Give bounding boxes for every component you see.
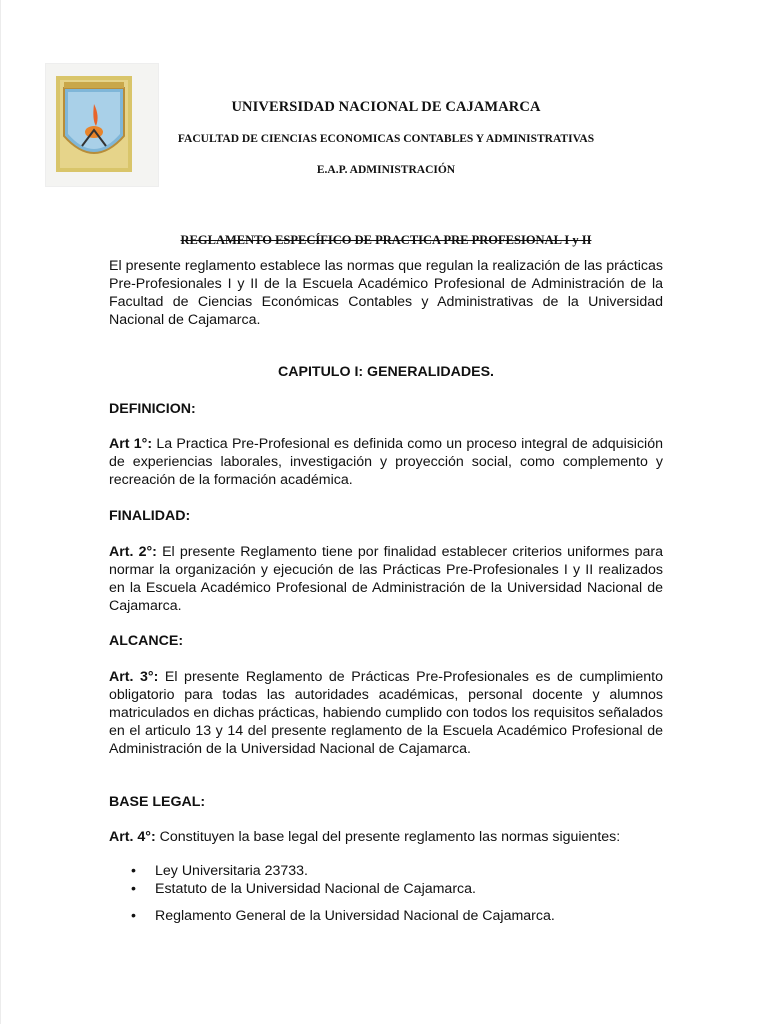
university-crest-icon bbox=[54, 74, 134, 174]
section-heading-alcance: ALCANCE: bbox=[109, 633, 184, 649]
school-name: E.A.P. ADMINISTRACIÓN bbox=[316, 164, 456, 176]
article-text: Constituyen la base legal del presente reglamento las normas siguientes: bbox=[155, 829, 621, 845]
university-name: UNIVERSIDAD NACIONAL DE CAJAMARCA bbox=[231, 99, 541, 115]
document-title: REGLAMENTO ESPECÍFICO DE PRACTICA PRE PROFESIONAL I y II bbox=[180, 233, 592, 247]
article-label: Art 1°: bbox=[109, 436, 153, 452]
article-text: El presente Reglamento de Prácticas Pre-Profesionales es de cumplimiento obligatorio para todas las autoridades académicas, personal docente y alumnos matriculados en dichas prácticas, habiendo cumplido con todos los requisitos señalados en el articulo 13 y 14 del presente reglamento de la Escuela Académico Profesional de Administración de la Universidad Nacional de Cajamarca. bbox=[109, 669, 663, 757]
article-text: El presente Reglamento tiene por finalidad establecer criterios uniformes para normar la organización y ejecución de las Prácticas Pre-Profesionales I y II realizados en la Escuela Académico Profesional de Administración de la Universidad Nacional de Cajamarca. bbox=[109, 544, 663, 614]
list-item: • Ley Universitaria 23733. bbox=[155, 862, 663, 880]
section-heading-definicion: DEFINICION: bbox=[109, 401, 196, 417]
article-label: Art. 4°: bbox=[109, 829, 156, 845]
intro-paragraph: El presente reglamento establece las normas que regulan la realización de las prácticas Pre-Profesionales I y II de la Escuela Académico Profesional de Administración de la Facultad de Ciencias Económicas Contables y Administrativas de la Universidad Nacional de Cajamarca. bbox=[109, 258, 663, 328]
article-4 bbox=[109, 828, 663, 846]
faculty-name: FACULTAD DE CIENCIAS ECONOMICAS CONTABLES Y ADMINISTRATIVAS bbox=[177, 133, 595, 145]
list-item: • Estatuto de la Universidad Nacional de Cajamarca. bbox=[155, 880, 663, 898]
section-heading-finalidad: FINALIDAD: bbox=[109, 508, 191, 524]
article-3 bbox=[109, 668, 663, 758]
chapter-heading: CAPITULO I: GENERALIDADES. bbox=[278, 364, 494, 380]
article-1 bbox=[109, 435, 663, 489]
article-2 bbox=[109, 543, 663, 615]
article-text: La Practica Pre-Profesional es definida como un proceso integral de adquisición de experiencias laborales, investigación y proyección social, como complemento y recreación de la formación académica. bbox=[109, 436, 663, 488]
article-label: Art. 2°: bbox=[109, 544, 157, 560]
section-heading-base-legal: BASE LEGAL: bbox=[109, 794, 206, 810]
article-label: Art. 3°: bbox=[109, 669, 159, 685]
law-list bbox=[109, 862, 663, 925]
list-item: • Reglamento General de la Universidad Nacional de Cajamarca. bbox=[155, 907, 663, 925]
